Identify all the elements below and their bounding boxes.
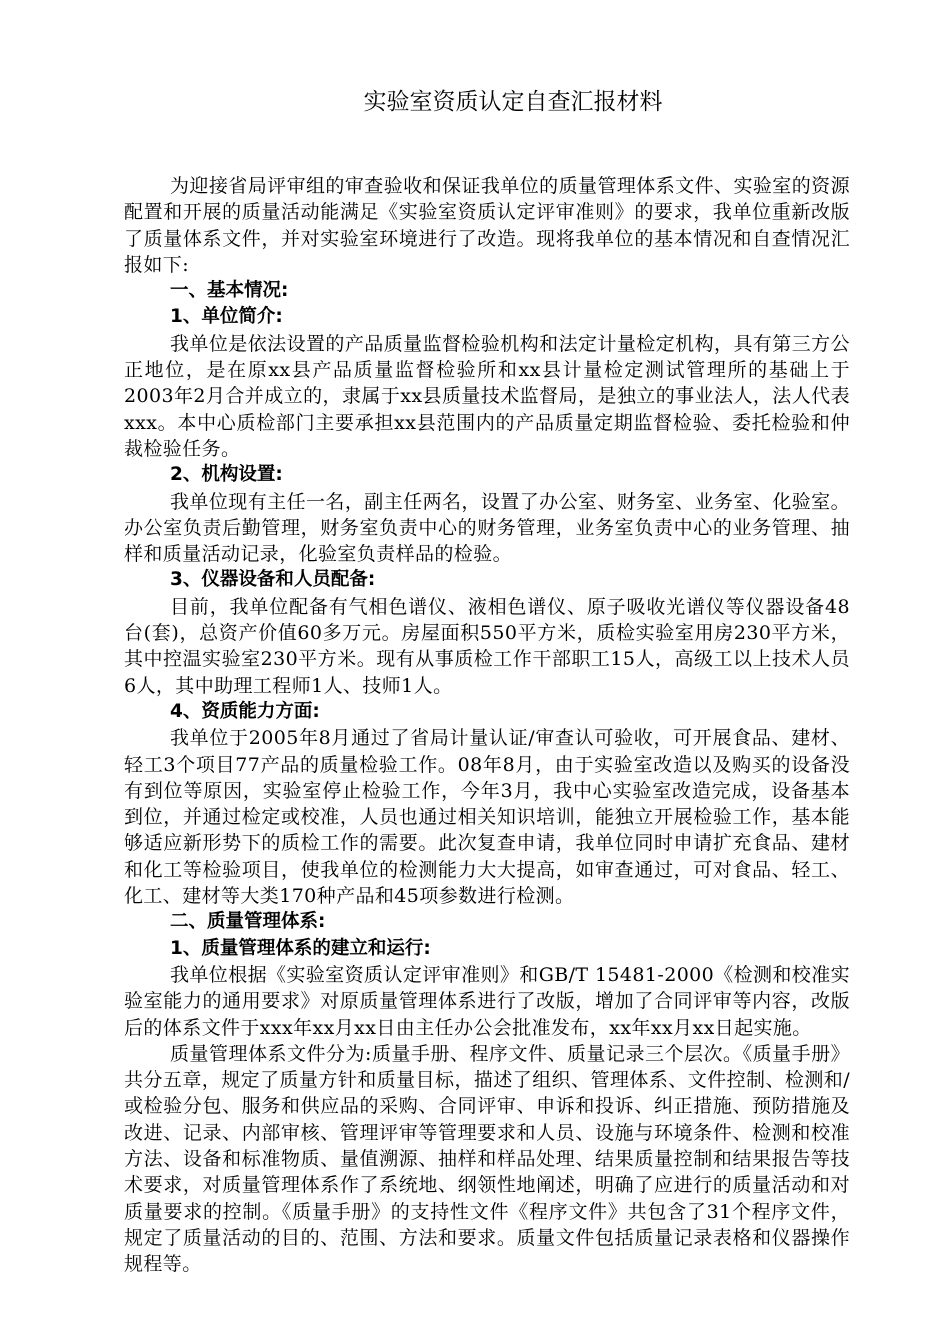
qualification-paragraph: 我单位于2005年8月通过了省局计量认证/审查认可验收，可开展食品、建材、轻工3个项目77产品的质量检验工作。08年8月，由于实验室改造以及购买的设备没有到位等原因，实验室停止检验工作，今年3月，我中心实验室改造完成，设备基本到位，并通过检定或校准，人员也通过相关知识培训，能独立开展检验工作，基本能够适应新形势下的质检工作的需要。此次复查申请，我单位同时申请扩充食品、建材和化工等检验项目，使我单位的检测能力大大提高，如审查通过，可对食品、轻工、化工、建材等大类170种产品和45项参数进行检测。 xyxy=(124,727,850,908)
subsection-heading-organization: 2、机构设置: xyxy=(170,464,283,486)
document-title: 实验室资质认定自查汇报材料 xyxy=(363,89,663,115)
subsection-heading-unit-profile: 1、单位简介: xyxy=(170,306,283,328)
organization-paragraph: 我单位现有主任一名，副主任两名，设置了办公室、财务室、业务室、化验室。办公室负责后勤管理，财务室负责中心的财务管理，业务室负责中心的业务管理、抽样和质量活动记录，化验室负责样品的检验。 xyxy=(124,490,850,566)
unit-profile-paragraph: 我单位是依法设置的产品质量监督检验机构和法定计量检定机构，具有第三方公正地位，是在原xx县产品质量监督检验所和xx县计量检定测试管理所的基础上于2003年2月合并成立的，隶属于xx县质量技术监督局，是独立的事业法人，法人代表xxx。本中心质检部门主要承担xx县范围内的产品质量定期监督检验、委托检验和仲裁检验任务。 xyxy=(124,332,850,460)
system-operation-paragraph: 我单位根据《实验室资质认定评审准则》和GB/T 15481-2000《检测和校准实验室能力的通用要求》对原质量管理体系进行了改版，增加了合同评审等内容，改版后的体系文件于xxx年xx月xx日由主任办公会批准发布，xx年xx月xx日起实施。 xyxy=(124,963,850,1039)
subsection-heading-qualification: 4、资质能力方面: xyxy=(170,700,320,722)
intro-paragraph: 为迎接省局评审组的审查验收和保证我单位的质量管理体系文件、实验室的资源配置和开展的质量活动能满足《实验室资质认定评审准则》的要求，我单位重新改版了质量体系文件，并对实验室环境进行了改造。现将我单位的基本情况和自查情况汇报如下: xyxy=(124,175,850,276)
document-body xyxy=(124,173,850,1277)
system-documents-paragraph: 质量管理体系文件分为:质量手册、程序文件、质量记录三个层次。《质量手册》共分五章，规定了质量方针和质量目标，描述了组织、管理体系、文件控制、检测和/或检验分包、服务和供应品的采购、合同评审、申诉和投诉、纠正措施、预防措施及改进、记录、内部审核、管理评审等管理要求和人员、设施与环境条件、检测和校准方法、设备和标准物质、量值溯源、抽样和样品处理、结果质量控制和结果报告等技术要求，对质量管理体系作了系统地、纲领性地阐述，明确了应进行的质量活动和对质量要求的控制。《质量手册》的支持性文件《程序文件》共包含了31个程序文件，规定了质量活动的目的、范围、方法和要求。质量文件包括质量记录表格和仪器操作规程等。 xyxy=(124,1042,850,1276)
equipment-staff-paragraph: 目前，我单位配备有气相色谱仪、液相色谱仪、原子吸收光谱仪等仪器设备48台(套)，总资产价值60多万元。房屋面积550平方米，质检实验室用房230平方米，其中控温实验室230平方米。现有从事质检工作干部职工15人，高级工以上技术人员6人，其中助理工程师1人、技师1人。 xyxy=(124,595,850,697)
section-heading-basic-info: 一、基本情况: xyxy=(170,280,289,302)
section-heading-quality-system: 二、质量管理体系: xyxy=(170,911,326,933)
subsection-heading-system-operation: 1、质量管理体系的建立和运行: xyxy=(170,937,431,959)
subsection-heading-equipment-staff: 3、仪器设备和人员配备: xyxy=(170,569,376,591)
